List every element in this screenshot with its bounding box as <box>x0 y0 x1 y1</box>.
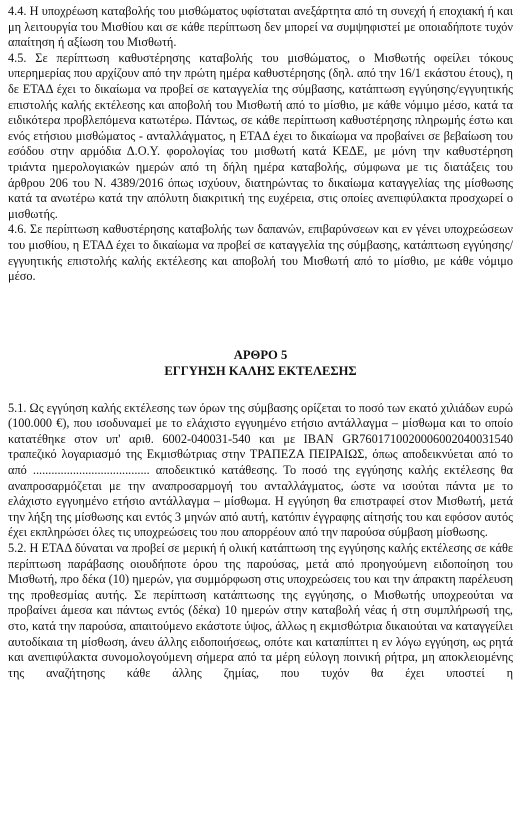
paragraph-5-2: 5.2. Η ΕΤΑΔ δύναται να προβεί σε μερική ή ολική κατάπτωση της εγγύησης καλής εκτέλεσης σε κάθε περίπτωση παράβασης οιουδήποτε όρου της παρούσας, μετά από προηγούμενη ειδοποίηση του Μισθωτή, προ δέκα (10) ημερών, για συμμόρφωση στις υποχρεώσεις του και την άπρακτη παρέλευση της προθεσμίας αυτής. Σε περίπτωση κατάπτωσης της εγγύησης, ο Μισθωτής υποχρεούται να προβαίνει άμεσα και πάντως εντός (δέκα) 10 ημερών στην καταβολή νέας ή στη συμπλήρωσή της, στο, κατά την παρούσα, απαιτούμενο εκάστοτε ύψος, άλλως η εκμισθώτρια δικαιούται να καταγγείλει αυτοδίκαια τη μίσθωση, άνευ άλλης ειδοποιήσεως, οπότε και καταπίπτει η εν λόγω εγγύηση, ως ρητά και ανεπιφύλακτα συνομολογούμενη σήμερα από τα μέρη εύλογη ποινική ρήτρα, μη αποκλειομένης της αναζήτησης κάθε άλλης ζημίας, που τυχόν θα έχει υποστεί η <box>8 541 513 680</box>
article-number: ΑΡΘΡΟ 5 <box>233 347 288 362</box>
paragraph-4-5: 4.5. Σε περίπτωση καθυστέρησης καταβολής του μισθώματος, ο Μισθωτής οφείλει τόκους υπερημερίας που αρχίζουν από την πρώτη ημέρα καθυστέρησης (δηλ. από την 16/1 εκάστου έτους), η δε ΕΤΑΔ έχει το δικαίωμα να προβεί σε καταγγελία της σύμβασης, κατάπτωση εγγύησης/εγγυητικής επιστολής καλής εκτέλεσης και αποβολή του Μισθωτή από το μίσθιο, με κάθε νόμιμο μέσο, κατά τα ειδικότερα προβλεπόμενα κατωτέρω. Πάντως, σε κάθε περίπτωση καθυστέρησης πληρωμής έστω και ενός ετήσιου μισθώματος - ανταλλάγματος, η ΕΤΑΔ έχει το δικαίωμα να προβαίνει σε βεβαίωση του εσόδου στην αρμόδια Δ.Ο.Υ. φορολογίας του μισθωτή κατά ΚΕΔΕ, με μόνη την καθυστέρηση τριάντα ημερολογιακών ημερών από τη δήλη ημέρα καταβολής, σύμφωνα με τις διατάξεις του άρθρου 206 του Ν. 4389/2016 όπως ισχύουν, διατηρώντας το δικαίωμα καταγγελίας της μίσθωσης κατά τα ανωτέρω κατά την απόλυτη διακριτική της ευχέρεια, στις οποίες ανεπιφύλακτα προσχωρεί ο μισθωτής. <box>8 50 513 221</box>
section-spacer <box>8 285 513 347</box>
article-title: ΕΓΓΥΗΣΗ ΚΑΛΗΣ ΕΚΤΕΛΕΣΗΣ <box>164 363 357 378</box>
paragraph-5-1: 5.1. Ως εγγύηση καλής εκτέλεσης των όρων της σύμβασης ορίζεται το ποσό των εκατό χιλιάδων ευρώ (100.000 €), που ισοδυναμεί με το ελάχιστο εγγυημένο ετήσιο αντάλλαγμα – μίσθωμα και το οποίο κατατέθηκε στον υπ' αριθ. 6002-040031-540 και με IBAN GR7601710020006002040031540 τραπεζικό λογαριασμό της Εκμισθώτριας στην ΤΡΑΠΕΖΑ ΠΕΙΡΑΙΩΣ, όπως αποδεικνύεται από το από ...................................... αποδεικτικό κατάθεσης. Το ποσό της εγγύησης καλής εκτέλεσης θα αναπροσαρμόζεται με την αναπροσαρμογή του ανταλλάγματος, ώστε να ισούται πάντα με το ελάχιστο εγγυημένο ετήσιο αντάλλαγμα – μίσθωμα. Η εγγύηση θα επιστραφεί στον Μισθωτή, μετά την λήξη της μίσθωσης και εντός 3 μηνών από αυτή, κατόπιν έγγραφης αίτησής του και εφόσον αυτός έχει εκπληρώσει όλες τις υποχρεώσεις του που απορρέουν από την παρούσα σύμβαση μίσθωσης. <box>8 400 513 540</box>
paragraph-4-6: 4.6. Σε περίπτωση καθυστέρησης καταβολής των δαπανών, επιβαρύνσεων και εν γένει υποχρεώσεων του μισθίου, η ΕΤΑΔ έχει το δικαίωμα να προβεί σε καταγγελία της σύμβασης, κατάπτωση εγγύησης/εγγυητικής επιστολής καλής εκτέλεσης και αποβολή του Μισθωτή από το μίσθιο, με κάθε νόμιμο μέσο. <box>8 222 513 284</box>
paragraph-4-4: 4.4. Η υποχρέωση καταβολής του μισθώματος υφίσταται ανεξάρτητα από τη συνεχή ή εποχιακή ή και μη λειτουργία του Μισθίου και σε κάθε περίπτωση δεν μπορεί να συμψηφιστεί με οποιαδήποτε τυχόν απαίτηση ή αξίωση του Μισθωτή. <box>8 4 513 50</box>
